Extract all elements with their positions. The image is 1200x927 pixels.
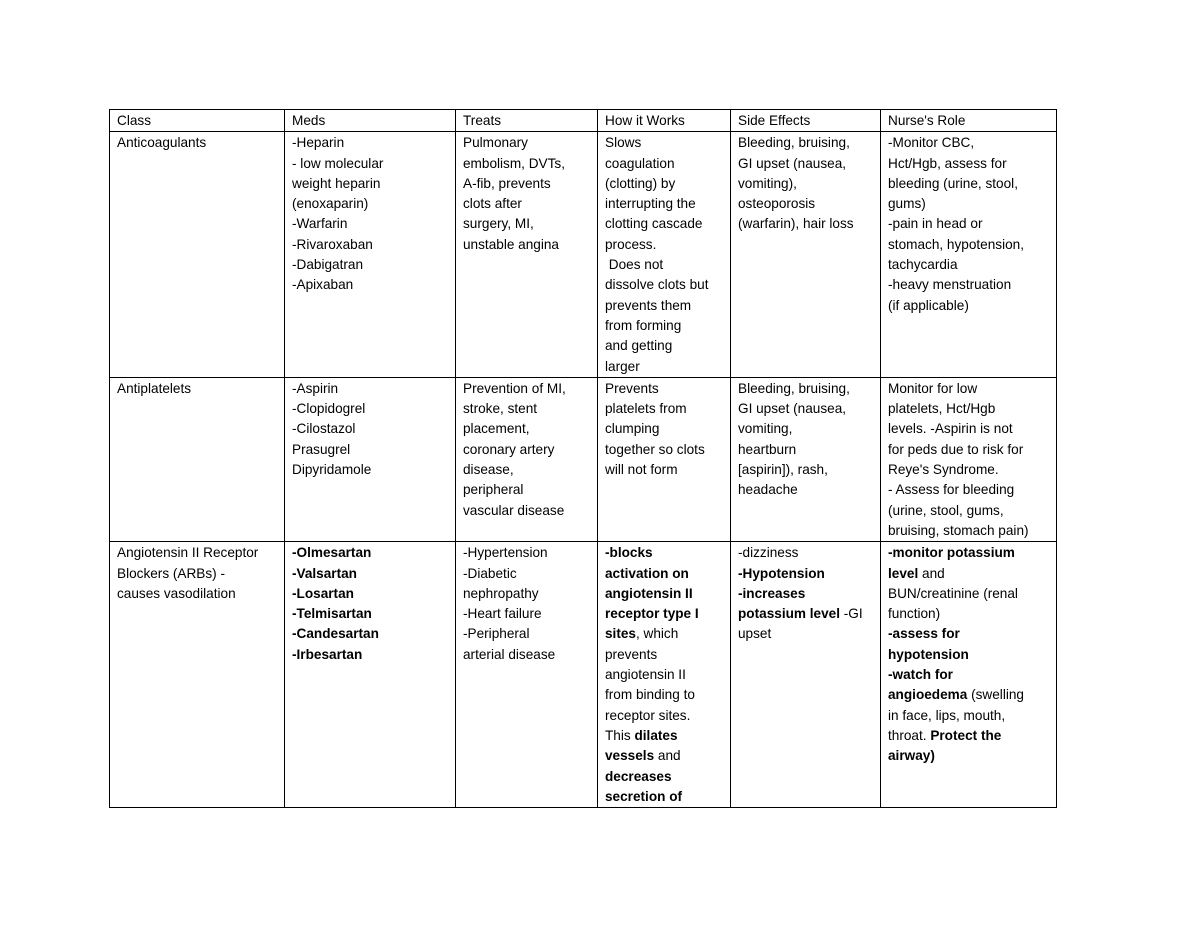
- cell-line: together so clots: [605, 441, 705, 457]
- cell-line: Anticoagulants: [117, 135, 207, 151]
- cell-line: in face, lips, mouth,: [888, 707, 1006, 723]
- cell-line: arterial disease: [463, 646, 556, 662]
- cell-line: -Hypotension: [738, 565, 825, 581]
- cell-line: bruising, stomach pain): [888, 522, 1029, 538]
- cell-line: causes vasodilation: [117, 585, 236, 601]
- cell-line: BUN/creatinine (renal: [888, 585, 1018, 601]
- cell-line: dissolve clots but: [605, 277, 709, 293]
- cell-line: receptor type I: [605, 606, 699, 622]
- bold-text: potassium level: [738, 606, 840, 622]
- how-it-works-cell: [598, 132, 731, 378]
- cell-line: Does not: [605, 257, 664, 273]
- cell-line: vascular disease: [463, 502, 565, 518]
- cell-line: osteoporosis: [738, 196, 816, 212]
- cell-line: heartburn: [738, 441, 797, 457]
- cell-line: -dizziness: [738, 545, 799, 561]
- cell-line: bleeding (urine, stool,: [888, 175, 1018, 191]
- bold-text: dilates: [634, 727, 678, 743]
- cell-line: [605, 726, 724, 746]
- cell-line: embolism, DVTs,: [463, 155, 565, 171]
- how-it-works-cell: [598, 377, 731, 541]
- nurses-role-cell: [881, 542, 1057, 808]
- cell-line: angiotensin II: [605, 667, 686, 683]
- cell-line: from forming: [605, 317, 682, 333]
- cell-line: -Cilostazol: [292, 421, 356, 437]
- cell-line: airway): [888, 748, 935, 764]
- cell-line: will not form: [605, 462, 678, 478]
- cell-line: Slows: [605, 135, 642, 151]
- cell-line: from binding to: [605, 687, 695, 703]
- side-effects-cell: [731, 132, 881, 378]
- cell-line: larger: [605, 358, 640, 374]
- cell-line: Angiotensin II Receptor: [117, 545, 259, 561]
- cell-line: tachycardia: [888, 257, 958, 273]
- cell-line: placement,: [463, 421, 530, 437]
- cell-line: Pulmonary: [463, 135, 528, 151]
- cell-line: vomiting),: [738, 175, 797, 191]
- cell-line: receptor sites.: [605, 707, 691, 723]
- cell-line: -blocks: [605, 545, 653, 561]
- table-row: [110, 377, 1057, 541]
- cell-line: GI upset (nausea,: [738, 155, 847, 171]
- cell-line: Antiplatelets: [117, 380, 192, 396]
- cell-line: - Assess for bleeding: [888, 482, 1015, 498]
- bold-text: vessels: [605, 748, 655, 764]
- cell-line: [aspirin]), rash,: [738, 462, 828, 478]
- cell-line: -assess for: [888, 626, 960, 642]
- meds-cell: [285, 132, 456, 378]
- text-segment: This: [605, 727, 635, 743]
- cell-line: (enoxaparin): [292, 196, 369, 212]
- cell-line: Prevention of MI,: [463, 380, 566, 396]
- cell-line: -Aspirin: [292, 380, 339, 396]
- nurses-role-cell: [881, 132, 1057, 378]
- cell-line: -Heparin: [292, 135, 345, 151]
- cell-line: -Valsartan: [292, 565, 357, 581]
- cell-line: coronary artery: [463, 441, 555, 457]
- cell-line: -Clopidogrel: [292, 401, 366, 417]
- text-segment: (swelling: [967, 687, 1024, 703]
- cell-line: -Candesartan: [292, 626, 379, 642]
- cell-line: -Rivaroxaban: [292, 236, 373, 252]
- table-row: [110, 542, 1057, 808]
- bold-text: Protect the: [930, 727, 1002, 743]
- text-segment: , which: [635, 626, 679, 642]
- side-effects-cell: [731, 377, 881, 541]
- cell-line: headache: [738, 482, 798, 498]
- cell-line: (warfarin), hair loss: [738, 216, 854, 232]
- cell-line: -Telmisartan: [292, 606, 372, 622]
- header-how-it-works: How it Works: [598, 110, 731, 132]
- cell-line: -Diabetic: [463, 565, 517, 581]
- cell-line: Prasugrel: [292, 441, 351, 457]
- cell-line: Blockers (ARBs) -: [117, 565, 226, 581]
- cell-line: [888, 726, 1050, 746]
- cell-line: unstable angina: [463, 236, 559, 252]
- cell-line: secretion of: [605, 788, 683, 804]
- header-nurses-role: Nurse's Role: [881, 110, 1057, 132]
- class-cell: [110, 542, 285, 808]
- cell-line: -increases: [738, 585, 806, 601]
- cell-line: angiotensin II: [605, 585, 693, 601]
- cell-line: gums): [888, 196, 926, 212]
- cell-line: -watch for: [888, 667, 953, 683]
- cell-line: -pain in head or: [888, 216, 983, 232]
- cell-line: nephropathy: [463, 585, 539, 601]
- cell-line: interrupting the: [605, 196, 696, 212]
- cell-line: - low molecular: [292, 155, 384, 171]
- header-side-effects: Side Effects: [731, 110, 881, 132]
- cell-line: [605, 746, 724, 766]
- text-segment: and: [918, 565, 945, 581]
- header-row: [110, 110, 1057, 132]
- side-effects-cell: [731, 542, 881, 808]
- how-it-works-cell: [598, 542, 731, 808]
- cell-line: peripheral: [463, 482, 524, 498]
- medication-table: [109, 109, 1057, 808]
- cell-line: clotting cascade: [605, 216, 703, 232]
- cell-line: surgery, MI,: [463, 216, 534, 232]
- cell-line: clumping: [605, 421, 660, 437]
- cell-line: [888, 685, 1050, 705]
- cell-line: -Heart failure: [463, 606, 542, 622]
- cell-line: clots after: [463, 196, 522, 212]
- treats-cell: [456, 377, 598, 541]
- class-cell: [110, 377, 285, 541]
- cell-line: Bleeding, bruising,: [738, 380, 850, 396]
- cell-line: -Apixaban: [292, 277, 354, 293]
- cell-line: prevents them: [605, 297, 692, 313]
- cell-line: Dipyridamole: [292, 462, 372, 478]
- cell-line: -Irbesartan: [292, 646, 363, 662]
- cell-line: Bleeding, bruising,: [738, 135, 850, 151]
- cell-line: (urine, stool, gums,: [888, 502, 1004, 518]
- header-meds: Meds: [285, 110, 456, 132]
- treats-cell: [456, 542, 598, 808]
- cell-line: stomach, hypotension,: [888, 236, 1025, 252]
- cell-line: and getting: [605, 338, 673, 354]
- header-class: Class: [110, 110, 285, 132]
- nurses-role-cell: [881, 377, 1057, 541]
- bold-text: angioedema: [888, 687, 968, 703]
- cell-line: GI upset (nausea,: [738, 401, 847, 417]
- bold-text: sites: [605, 626, 636, 642]
- cell-line: Reye's Syndrome.: [888, 462, 999, 478]
- cell-line: activation on: [605, 565, 689, 581]
- cell-line: function): [888, 606, 941, 622]
- cell-line: [888, 564, 1050, 584]
- cell-line: upset: [738, 626, 772, 642]
- table-row: [110, 132, 1057, 378]
- cell-line: coagulation: [605, 155, 675, 171]
- cell-line: weight heparin: [292, 175, 381, 191]
- cell-line: platelets, Hct/Hgb: [888, 401, 996, 417]
- cell-line: levels. -Aspirin is not: [888, 421, 1013, 437]
- cell-line: disease,: [463, 462, 514, 478]
- text-segment: -GI: [840, 606, 863, 622]
- cell-line: -monitor potassium: [888, 545, 1015, 561]
- meds-cell: [285, 542, 456, 808]
- cell-line: -Olmesartan: [292, 545, 372, 561]
- cell-line: -Losartan: [292, 585, 354, 601]
- bold-text: level: [888, 565, 919, 581]
- cell-line: Hct/Hgb, assess for: [888, 155, 1007, 171]
- cell-line: Monitor for low: [888, 380, 978, 396]
- cell-line: decreases: [605, 768, 672, 784]
- cell-line: -Warfarin: [292, 216, 348, 232]
- cell-line: -Dabigatran: [292, 257, 364, 273]
- header-treats: Treats: [456, 110, 598, 132]
- text-segment: throat.: [888, 727, 931, 743]
- cell-line: [605, 624, 724, 644]
- cell-line: (if applicable): [888, 297, 969, 313]
- cell-line: hypotension: [888, 646, 969, 662]
- cell-line: vomiting,: [738, 421, 793, 437]
- cell-line: for peds due to risk for: [888, 441, 1024, 457]
- cell-line: stroke, stent: [463, 401, 538, 417]
- cell-line: -Hypertension: [463, 545, 548, 561]
- meds-cell: [285, 377, 456, 541]
- cell-line: (clotting) by: [605, 175, 676, 191]
- cell-line: A-fib, prevents: [463, 175, 551, 191]
- cell-line: [738, 604, 874, 624]
- text-segment: and: [654, 748, 681, 764]
- cell-line: Prevents: [605, 380, 659, 396]
- treats-cell: [456, 132, 598, 378]
- class-cell: [110, 132, 285, 378]
- cell-line: -Peripheral: [463, 626, 530, 642]
- cell-line: process.: [605, 236, 657, 252]
- cell-line: prevents: [605, 646, 658, 662]
- cell-line: -heavy menstruation: [888, 277, 1012, 293]
- cell-line: -Monitor CBC,: [888, 135, 975, 151]
- cell-line: platelets from: [605, 401, 687, 417]
